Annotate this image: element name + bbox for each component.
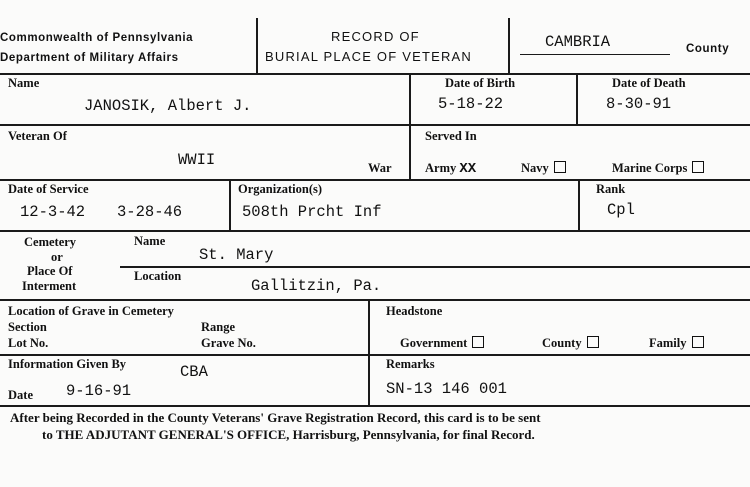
county-option bbox=[542, 336, 599, 351]
rank-value: Cpl bbox=[607, 201, 635, 219]
served-in-label: Served In bbox=[425, 129, 477, 143]
rank-label: Rank bbox=[596, 182, 626, 196]
interment-label-1: Cemetery bbox=[24, 235, 77, 249]
marine-label: Marine Corps bbox=[612, 161, 688, 175]
county-value: CAMBRIA bbox=[545, 33, 611, 51]
headstone-label: Headstone bbox=[386, 304, 443, 318]
army-option bbox=[425, 161, 476, 177]
navy-option bbox=[521, 161, 566, 176]
cemetery-name-value: St. Mary bbox=[199, 246, 274, 264]
remarks-value: SN-13 146 001 bbox=[386, 380, 507, 398]
name-label: Name bbox=[8, 76, 40, 90]
army-check-mark: XX bbox=[459, 161, 477, 177]
service-label: Date of Service bbox=[8, 182, 89, 196]
remarks-label: Remarks bbox=[386, 357, 435, 371]
county-label: County bbox=[686, 43, 730, 55]
info-date-label: Date bbox=[8, 388, 33, 402]
lot-label: Lot No. bbox=[8, 336, 49, 350]
government-checkbox[interactable] bbox=[472, 336, 484, 348]
army-label: Army bbox=[425, 161, 457, 175]
war-label: War bbox=[368, 161, 392, 175]
dob-value: 5-18-22 bbox=[438, 95, 504, 113]
dod-label: Date of Death bbox=[612, 76, 686, 90]
record-title-line1: RECORD OF bbox=[331, 29, 420, 44]
veteran-of-value: WWII bbox=[178, 151, 216, 169]
location-value: Gallitzin, Pa. bbox=[251, 277, 382, 295]
location-label: Location bbox=[134, 269, 182, 283]
footer-line-2: to THE ADJUTANT GENERAL'S OFFICE, Harrisburg, Pennsylvania, for final Record. bbox=[42, 427, 535, 442]
organization-value: 508th Prcht Inf bbox=[242, 203, 382, 221]
commonwealth-text: Commonwealth of Pennsylvania bbox=[0, 32, 194, 44]
marine-checkbox[interactable] bbox=[692, 161, 704, 173]
section-label: Section bbox=[8, 320, 47, 334]
organization-label: Organization(s) bbox=[238, 182, 323, 196]
navy-checkbox[interactable] bbox=[554, 161, 566, 173]
info-given-label: Information Given By bbox=[8, 357, 127, 371]
info-date-value: 9-16-91 bbox=[66, 382, 132, 400]
name-value: JANOSIK, Albert J. bbox=[84, 97, 252, 115]
service-start: 12-3-42 bbox=[20, 203, 86, 221]
service-end: 3-28-46 bbox=[117, 203, 183, 221]
footer-line-1: After being Recorded in the County Veterans' Grave Registration Record, this card is to be sent bbox=[10, 410, 541, 425]
grave-no-label: Grave No. bbox=[201, 336, 256, 350]
department-text: Department of Military Affairs bbox=[0, 52, 179, 64]
family-label: Family bbox=[649, 336, 687, 350]
range-label: Range bbox=[201, 320, 236, 334]
county-checkbox[interactable] bbox=[587, 336, 599, 348]
dob-label: Date of Birth bbox=[445, 76, 516, 90]
marine-option bbox=[612, 161, 704, 176]
grave-location-label: Location of Grave in Cemetery bbox=[8, 304, 174, 318]
veteran-of-label: Veteran Of bbox=[8, 129, 67, 143]
family-option bbox=[649, 336, 704, 351]
interment-label-2: or bbox=[51, 250, 63, 264]
cemetery-name-label: Name bbox=[134, 234, 166, 248]
navy-label: Navy bbox=[521, 161, 549, 175]
record-title-line2: BURIAL PLACE OF VETERAN bbox=[265, 49, 472, 64]
government-label: Government bbox=[400, 336, 468, 350]
headstone-county-label: County bbox=[542, 336, 582, 350]
interment-label-4: Interment bbox=[22, 279, 77, 293]
dod-value: 8-30-91 bbox=[606, 95, 672, 113]
family-checkbox[interactable] bbox=[692, 336, 704, 348]
government-option bbox=[400, 336, 484, 351]
info-given-value: CBA bbox=[180, 363, 208, 381]
interment-label-3: Place Of bbox=[27, 264, 73, 278]
